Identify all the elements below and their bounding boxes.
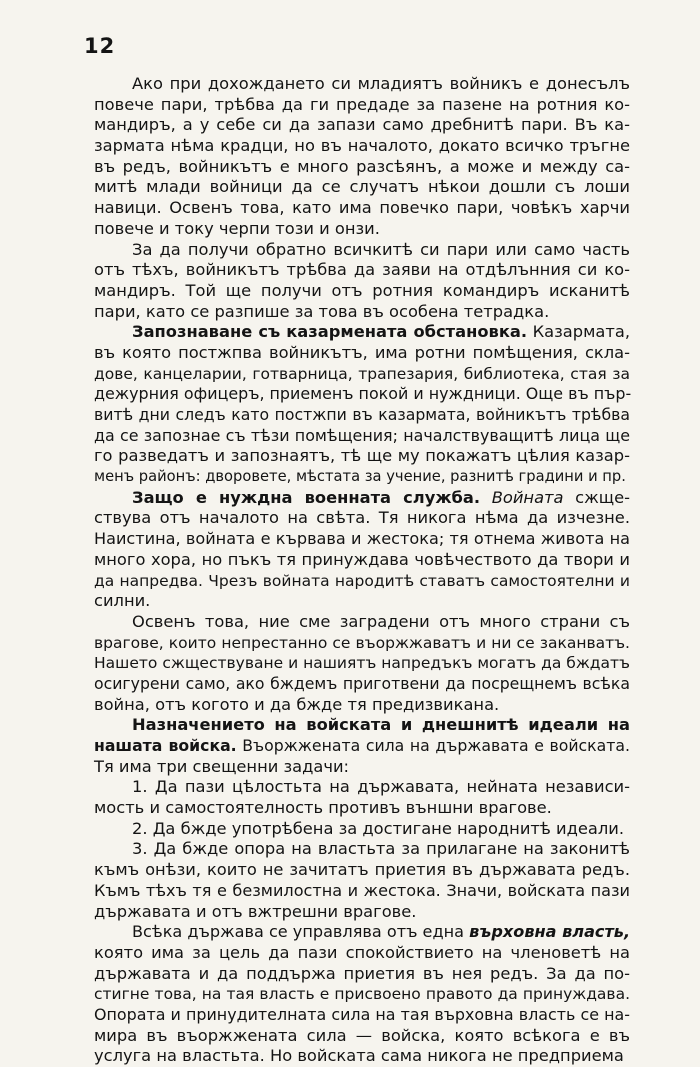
text-run: Казармата,	[527, 322, 631, 342]
text-run: го разведатъ и запознаятъ, тѣ ще му покажатъ цѣлия казар-	[94, 446, 630, 466]
text-run: менъ районъ: дворовете, мѣстата за учение, разнитѣ градини и пр.	[94, 468, 626, 486]
text-line	[94, 591, 630, 612]
text-run: дежурния офицеръ, приеменъ покой и нуждници. Още въ пър-	[94, 384, 632, 404]
text-run: държавата и отъ вжтрешни врагове.	[94, 901, 417, 921]
text-line	[94, 302, 630, 323]
text-run: мира въ въоржжената сила — войска, която всѣкога е въ	[94, 1025, 630, 1045]
text-line	[94, 74, 630, 95]
text-run: ствува отъ началото на свѣта. Тя никога нѣма да изчезне.	[94, 508, 630, 528]
text-line	[94, 839, 630, 860]
text-run: въ редъ, войникътъ е много разсѣянъ, а може и между са-	[94, 156, 630, 176]
text-run: повече и току черпи този и онзи.	[94, 218, 380, 238]
text-line	[94, 860, 630, 881]
paragraph	[94, 839, 630, 922]
text-run: повече пари, трѣбва да ги предаде за пазене на ротния ко-	[94, 94, 630, 114]
text-line	[94, 550, 630, 571]
text-line	[94, 695, 630, 716]
text-line	[94, 881, 630, 902]
text-line	[94, 115, 630, 136]
paragraph	[94, 74, 630, 240]
text-run: стигне това, на тая власть е присвоено правото да принуждава.	[94, 985, 630, 1004]
text-run: 2. Да бжде употрѣбена за достигане народнитѣ идеали.	[132, 818, 624, 838]
text-line	[94, 1005, 630, 1026]
italic-run: Войната	[491, 487, 564, 507]
text-run: война, отъ когото и да бжде тя предизвикана.	[94, 694, 500, 714]
page-number: 12	[84, 34, 116, 58]
text-line	[94, 798, 630, 819]
paragraph	[94, 922, 630, 1067]
text-line	[94, 467, 630, 488]
text-line	[94, 922, 630, 943]
text-line	[94, 322, 630, 343]
text-line	[94, 364, 630, 385]
text-run: Всѣка държава се управлява отъ една	[132, 922, 470, 942]
text-line	[94, 943, 630, 964]
text-run: сжще-	[563, 487, 630, 507]
page-body-text	[94, 74, 630, 1067]
text-run: витѣ дни следъ като постжпи въ казармата, войникътъ трѣбва	[94, 405, 630, 424]
text-line	[94, 198, 630, 219]
text-line	[94, 819, 630, 840]
text-run: навици. Освенъ това, като има повечко пари, човѣкъ харчи	[94, 198, 630, 218]
text-run: въ която постжпва войникътъ, има ротни помѣщения, скла-	[94, 342, 630, 362]
text-line	[94, 777, 630, 798]
paragraph	[94, 819, 630, 840]
text-run: 1. Да пази цѣлостьта на държавата, нейната независи-	[132, 777, 630, 797]
text-line	[94, 136, 630, 157]
paragraph	[94, 612, 630, 715]
text-line	[94, 157, 630, 178]
text-run: къмъ онѣзи, които не зачитатъ приетия въ държавата редъ.	[94, 860, 630, 880]
bold-italic-run: върховна власть,	[469, 922, 631, 942]
text-run: мандиръ. Той ще получи отъ ротния командиръ исканитѣ	[94, 280, 630, 300]
text-run: За да получи обратно всичкитѣ си пари или само часть	[132, 239, 630, 259]
text-line	[94, 653, 630, 674]
text-run: осигурени само, ако бждемъ приготвени да посрещнемъ всѣка	[94, 673, 630, 693]
text-run: да напредва. Чрезъ войната народитѣ ставатъ самостоятелни и	[94, 571, 630, 590]
text-run: да се запознае съ тѣзи помѣщения; началствуващитѣ лица ще	[94, 425, 630, 445]
bold-run: Назначението на войската и днешнитѣ идеали на	[132, 715, 630, 735]
text-line	[94, 529, 630, 550]
text-line	[94, 571, 630, 592]
text-line	[94, 219, 630, 240]
text-run: държавата и да поддържа приетия въ нея редъ. За да по-	[94, 963, 630, 983]
text-line	[94, 674, 630, 695]
text-line	[94, 446, 630, 467]
text-run: много хора, но пъкъ тя принуждава човѣчеството да твори и	[94, 549, 630, 569]
text-run: митѣ млади войници да се случатъ нѣкои дошли съ лоши	[94, 177, 630, 197]
text-line	[94, 964, 630, 985]
text-line	[94, 426, 630, 447]
text-run: Ако при дохождането си младиятъ войникъ е донесълъ	[132, 74, 630, 93]
text-run: пари, като се разпише за това въ особена тетрадка.	[94, 301, 550, 321]
text-run: мость и самостоятелность противъ външни врагове.	[94, 798, 552, 818]
text-line	[94, 177, 630, 198]
text-line	[94, 384, 630, 405]
text-run: зармата нѣма крадци, но въ началото, докато всичко тръгне	[94, 136, 630, 156]
text-run: която има за цель да пази спокойствието на членоветѣ на	[94, 942, 630, 962]
paragraph	[94, 488, 630, 612]
text-run: врагове, които непрестанно се въоржжаватъ и ни се заканватъ.	[94, 633, 630, 652]
text-line	[94, 1046, 630, 1067]
paragraph	[94, 240, 630, 323]
text-line	[94, 95, 630, 116]
text-line	[94, 488, 630, 509]
paragraph	[94, 777, 630, 818]
text-run: дове, канцеларии, готварница, трапезария, библиотека, стая за	[94, 364, 630, 383]
text-line	[94, 343, 630, 364]
bold-run: Защо е нуждна военната служба.	[132, 487, 481, 507]
text-run: Нашето сжществуване и нашиятъ напредъкъ могатъ да бждатъ	[94, 654, 630, 673]
text-run: 3. Да бжде опора на властьта за прилагане на законитѣ	[132, 839, 630, 859]
bold-run: Запознаване съ казармената обстановка.	[132, 322, 528, 342]
text-line	[94, 508, 630, 529]
text-run: Въоржжената сила на държавата е войската.	[236, 736, 631, 755]
text-run: услуга на властьта. Но войската сама никога не предприема	[94, 1046, 624, 1066]
text-line	[94, 757, 630, 778]
text-run: мандиръ, а у себе си да запази само дребнитѣ пари. Въ ка-	[94, 115, 630, 135]
text-line	[94, 281, 630, 302]
text-run: Освенъ това, ние сме заградени отъ много страни съ	[132, 611, 630, 631]
text-line	[94, 902, 630, 923]
text-run: Опората и принудителната сила на тая върховна власть се на-	[94, 1004, 630, 1024]
text-line	[94, 633, 630, 654]
bold-run: нашата войска.	[94, 736, 237, 755]
text-run	[480, 488, 492, 507]
text-run: Къмъ тѣхъ тя е безмилостна и жестока. Значи, войската пази	[94, 880, 630, 900]
text-line	[94, 260, 630, 281]
text-line	[94, 984, 630, 1005]
text-line	[94, 1026, 630, 1047]
text-run: Наистина, войната е кървава и жестока; тя отнема живота на	[94, 529, 630, 549]
text-run: отъ тѣхъ, войникътъ трѣбва да заяви на отдѣлънния си ко-	[94, 260, 630, 280]
text-line	[94, 240, 630, 261]
text-line	[94, 715, 630, 736]
text-line	[94, 612, 630, 633]
paragraph	[94, 322, 630, 488]
paragraph	[94, 715, 630, 777]
text-run: силни.	[94, 591, 151, 611]
text-line	[94, 736, 630, 757]
text-run: Тя има три свещенни задачи:	[94, 756, 350, 776]
text-line	[94, 405, 630, 426]
